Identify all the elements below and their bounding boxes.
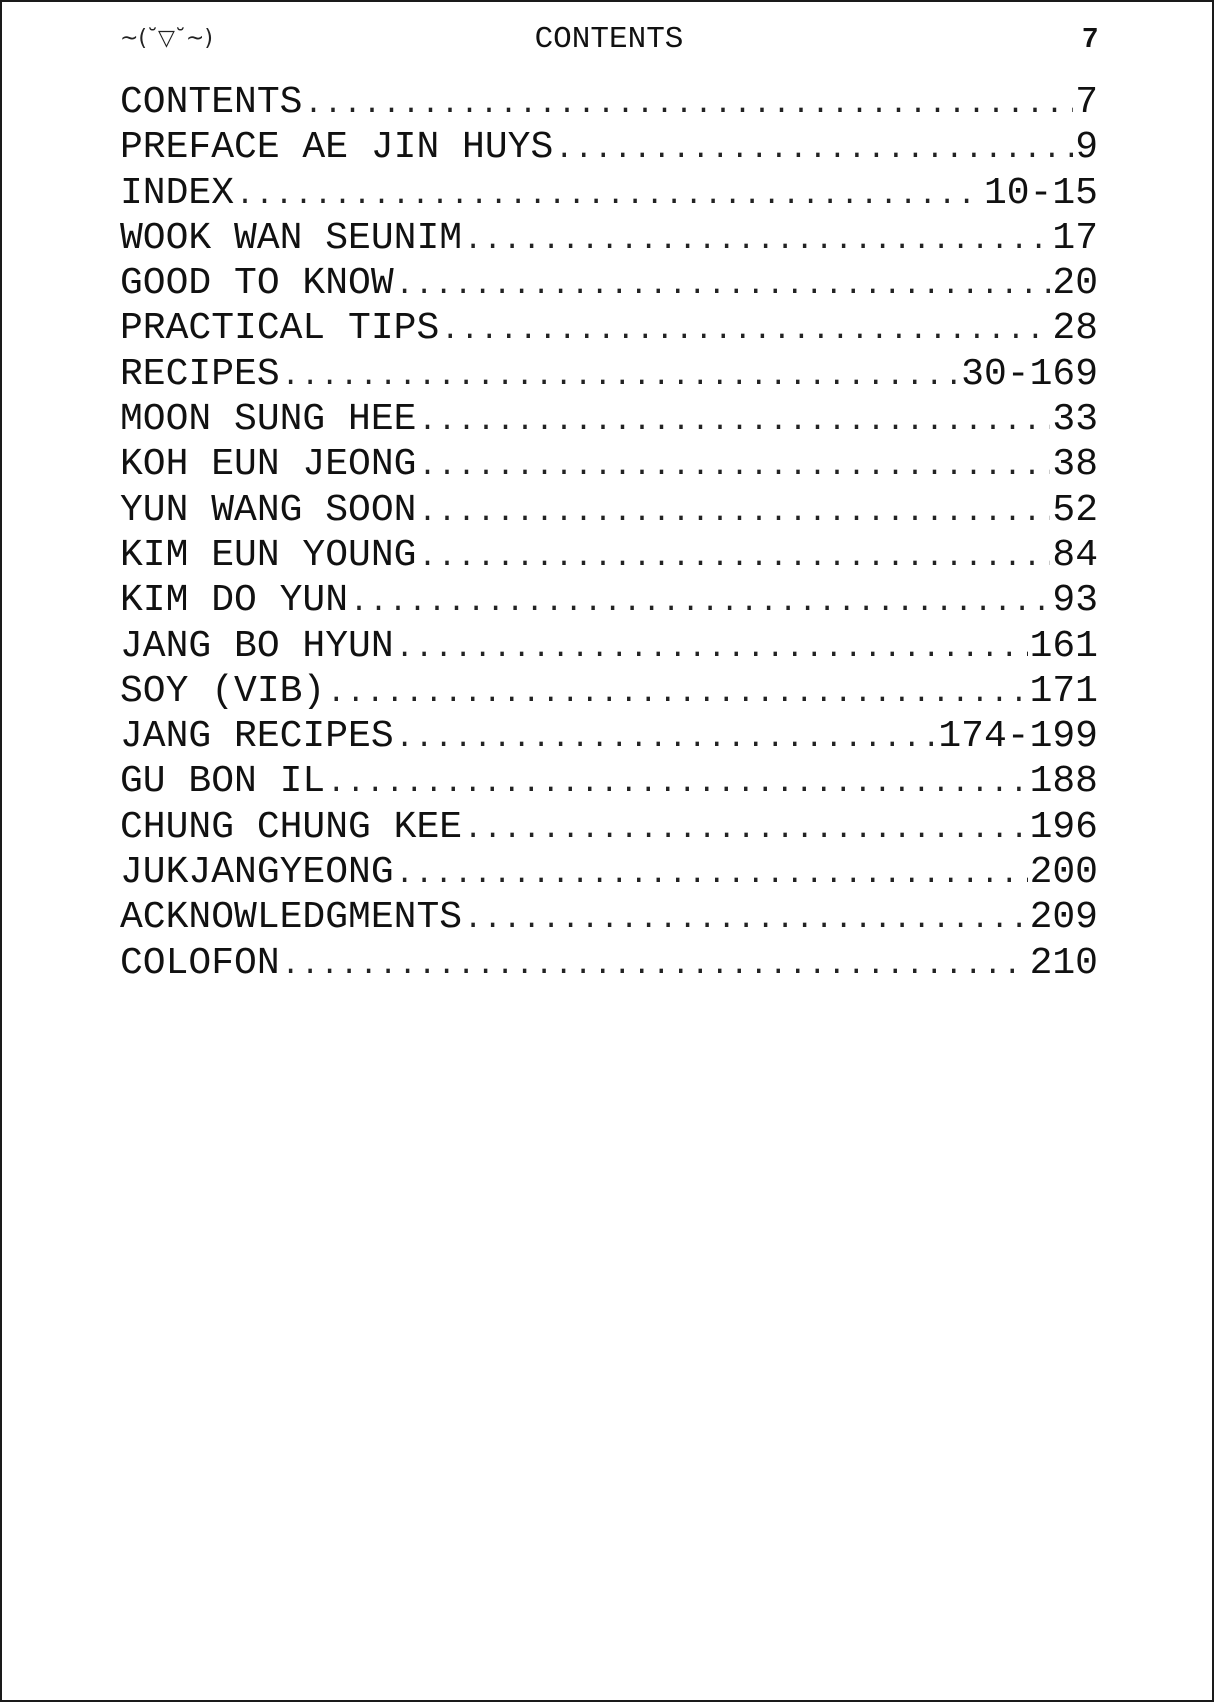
running-head: [120, 20, 1098, 64]
toc-dot-leader: [396, 264, 1051, 309]
toc-entry-page: 20: [1052, 262, 1098, 306]
toc-entry-page: 188: [1029, 760, 1098, 804]
toc-entry[interactable]: [120, 759, 1098, 804]
toc-entry-page: 7: [1075, 81, 1098, 124]
toc-entry[interactable]: [120, 850, 1098, 895]
running-head-title: CONTENTS: [534, 22, 684, 57]
toc-dot-leader: [464, 808, 1028, 853]
toc-entry-title: RECIPES: [120, 352, 280, 396]
toc-dot-leader: [327, 762, 1027, 807]
toc-entry[interactable]: [120, 533, 1098, 578]
toc-entry[interactable]: [120, 578, 1098, 623]
toc-entry-title: INDEX: [120, 171, 235, 215]
emoticon-ornament: ~(˘▽˘~): [120, 26, 213, 51]
toc-entry[interactable]: [120, 171, 1098, 216]
toc-entry-page: 84: [1052, 533, 1098, 577]
toc-entry-page: 38: [1052, 443, 1098, 487]
table-of-contents: [120, 80, 1098, 986]
toc-dot-leader: [282, 355, 960, 400]
toc-entry[interactable]: [120, 714, 1098, 759]
page-number: 7: [1082, 22, 1098, 53]
toc-entry[interactable]: [120, 306, 1098, 351]
toc-entry-title: KOH EUN JEONG: [120, 443, 417, 487]
toc-entry[interactable]: [120, 397, 1098, 442]
toc-dot-leader: [441, 309, 1050, 354]
toc-dot-leader: [555, 128, 1073, 173]
toc-entry[interactable]: [120, 352, 1098, 397]
toc-entry-title: PRACTICAL TIPS: [120, 307, 440, 351]
toc-entry-page: 28: [1052, 307, 1098, 351]
toc-entry-page: 93: [1052, 579, 1098, 623]
toc-entry-title: KIM EUN YOUNG: [120, 533, 417, 577]
toc-entry-title: CHUNG CHUNG KEE: [120, 805, 463, 849]
toc-entry-page: 30-169: [961, 352, 1098, 396]
toc-dot-leader: [396, 717, 937, 762]
toc-entry-page: 9: [1075, 126, 1098, 170]
toc-dot-leader: [418, 491, 1050, 536]
toc-dot-leader: [418, 400, 1050, 445]
toc-entry-title: GOOD TO KNOW: [120, 262, 394, 306]
toc-entry-page: 210: [1029, 941, 1098, 985]
toc-entry[interactable]: [120, 261, 1098, 306]
toc-entry-page: 174-199: [938, 715, 1098, 759]
toc-entry-page: 10-15: [983, 171, 1098, 215]
toc-dot-leader: [464, 219, 1050, 264]
toc-entry-title: MOON SUNG HEE: [120, 398, 417, 442]
toc-entry-page: 17: [1052, 216, 1098, 260]
toc-dot-leader: [304, 83, 1073, 128]
toc-entry-title: KIM DO YUN: [120, 579, 349, 623]
toc-entry-title: SOY (VIB): [120, 669, 326, 713]
toc-dot-leader: [464, 898, 1028, 943]
toc-dot-leader: [327, 672, 1027, 717]
toc-dot-leader: [418, 445, 1050, 490]
toc-entry[interactable]: [120, 488, 1098, 533]
toc-entry-page: 161: [1029, 624, 1098, 668]
toc-entry-page: 171: [1029, 669, 1098, 713]
toc-entry-page: 209: [1029, 896, 1098, 940]
toc-entry[interactable]: [120, 80, 1098, 125]
toc-entry-title: GU BON IL: [120, 760, 326, 804]
toc-entry-title: WOOK WAN SEUNIM: [120, 216, 463, 260]
toc-dot-leader: [282, 944, 1028, 989]
toc-dot-leader: [396, 627, 1028, 672]
toc-entry-title: YUN WANG SOON: [120, 488, 417, 532]
toc-entry[interactable]: [120, 624, 1098, 669]
toc-dot-leader: [396, 853, 1028, 898]
toc-entry-page: 200: [1029, 851, 1098, 895]
toc-entry[interactable]: [120, 216, 1098, 261]
toc-entry-title: COLOFON: [120, 941, 280, 985]
toc-entry[interactable]: [120, 895, 1098, 940]
toc-entry-title: JUKJANGYEONG: [120, 851, 394, 895]
toc-entry-title: JANG BO HYUN: [120, 624, 394, 668]
toc-entry[interactable]: [120, 125, 1098, 170]
toc-entry-page: 196: [1029, 805, 1098, 849]
toc-dot-leader: [418, 536, 1050, 581]
toc-dot-leader: [236, 174, 982, 219]
toc-entry[interactable]: [120, 805, 1098, 850]
toc-dot-leader: [350, 581, 1050, 626]
toc-entry[interactable]: [120, 941, 1098, 986]
toc-entry-page: 33: [1052, 398, 1098, 442]
toc-entry-title: CONTENTS: [120, 81, 303, 124]
toc-entry-title: JANG RECIPES: [120, 715, 394, 759]
toc-entry[interactable]: [120, 669, 1098, 714]
toc-entry[interactable]: [120, 442, 1098, 487]
toc-entry-page: 52: [1052, 488, 1098, 532]
toc-entry-title: ACKNOWLEDGMENTS: [120, 896, 463, 940]
toc-entry-title: PREFACE AE JIN HUYS: [120, 126, 554, 170]
